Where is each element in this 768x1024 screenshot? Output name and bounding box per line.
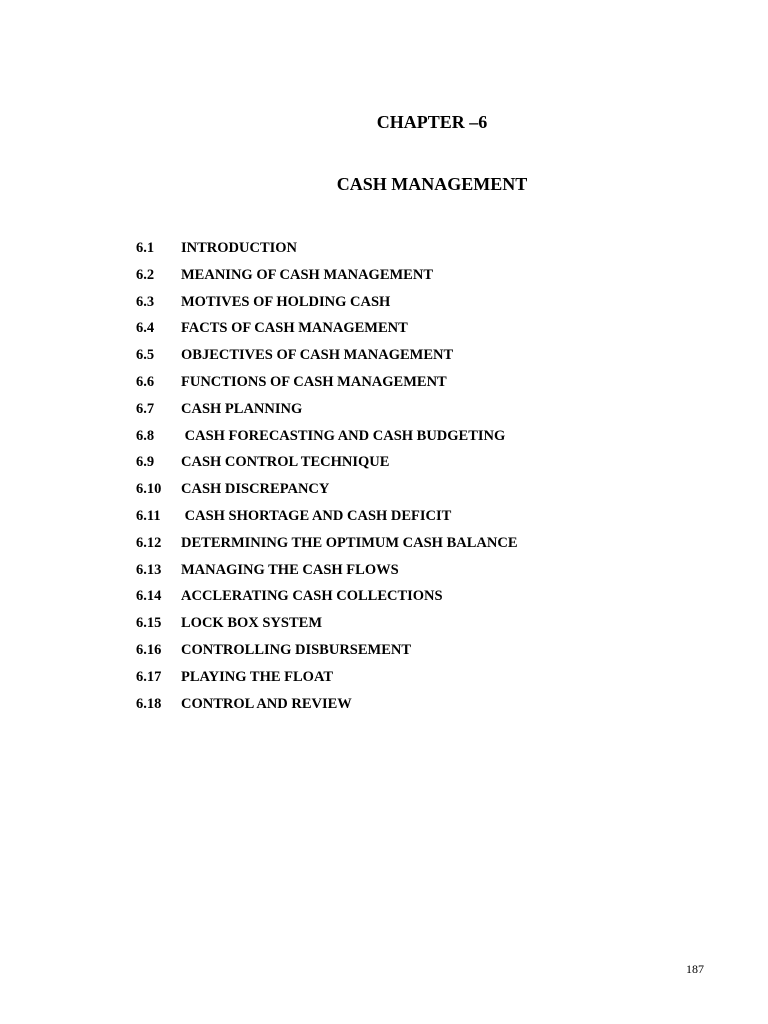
- toc-item: [136, 401, 518, 428]
- toc-item-title: INTRODUCTION: [181, 240, 298, 256]
- toc-item: [136, 696, 518, 723]
- toc-item-title: CONTROLLING DISBURSEMENT: [181, 641, 412, 658]
- toc-item-title: CASH CONTROL TECHNIQUE: [181, 454, 390, 471]
- chapter-label: CHAPTER –6: [376, 112, 488, 132]
- toc-item-title: MANAGING THE CASH FLOWS: [181, 561, 399, 578]
- toc-item-number: 6.13: [136, 561, 162, 578]
- toc-item-title: FUNCTIONS OF CASH MANAGEMENT: [181, 373, 447, 390]
- toc-item-number: 6.14: [136, 588, 162, 605]
- toc-item-title: FACTS OF CASH MANAGEMENT: [181, 320, 408, 337]
- toc-item: [136, 454, 518, 481]
- toc-item-number: 6.8: [136, 427, 155, 444]
- toc-item: [136, 347, 518, 374]
- toc-item-number: 6.6: [136, 373, 155, 390]
- toc-item: [136, 535, 518, 562]
- toc-item-title: MEANING OF CASH MANAGEMENT: [181, 266, 434, 283]
- chapter-title: CASH MANAGEMENT: [336, 174, 528, 194]
- toc-item: [136, 669, 518, 696]
- toc-item-number: 6.3: [136, 293, 155, 310]
- table-of-contents: [136, 240, 518, 722]
- toc-item-title: PLAYING THE FLOAT: [181, 668, 334, 685]
- toc-item-title: MOTIVES OF HOLDING CASH: [181, 293, 391, 310]
- toc-item-title: CASH DISCREPANCY: [181, 481, 330, 498]
- toc-item-number: 6.5: [136, 347, 155, 364]
- toc-item-title: CONTROL AND REVIEW: [181, 695, 352, 712]
- toc-item-number: 6.2: [136, 266, 155, 283]
- toc-item-title: ACCLERATING CASH COLLECTIONS: [181, 588, 443, 605]
- toc-item-number: 6.11: [136, 507, 161, 524]
- toc-item-title: CASH FORECASTING AND CASH BUDGETING: [181, 427, 506, 444]
- toc-item-number: 6.10: [136, 481, 162, 498]
- toc-item-number: 6.18: [136, 695, 162, 712]
- toc-item-title: OBJECTIVES OF CASH MANAGEMENT: [181, 347, 454, 364]
- toc-item: [136, 642, 518, 669]
- toc-item-title: DETERMINING THE OPTIMUM CASH BALANCE: [181, 534, 518, 551]
- toc-item: [136, 294, 518, 321]
- toc-item: [136, 615, 518, 642]
- toc-item-number: 6.15: [136, 615, 162, 632]
- toc-item-number: 6.16: [136, 641, 162, 658]
- toc-item: [136, 508, 518, 535]
- toc-item-title: CASH PLANNING: [181, 400, 303, 417]
- toc-item-number: 6.17: [136, 668, 162, 685]
- toc-item-number: 6.7: [136, 400, 155, 417]
- toc-item: [136, 562, 518, 589]
- toc-item: [136, 481, 518, 508]
- toc-item-title: LOCK BOX SYSTEM: [181, 615, 322, 632]
- toc-item: [136, 374, 518, 401]
- toc-item-number: 6.1: [136, 240, 155, 256]
- page-number: 187: [686, 962, 704, 976]
- toc-item: [136, 267, 518, 294]
- toc-item: [136, 588, 518, 615]
- toc-item-number: 6.4: [136, 320, 155, 337]
- toc-item-title: CASH SHORTAGE AND CASH DEFICIT: [181, 507, 452, 524]
- toc-item: [136, 428, 518, 455]
- toc-item: [136, 320, 518, 347]
- toc-item-number: 6.9: [136, 454, 155, 471]
- toc-item-number: 6.12: [136, 534, 162, 551]
- toc-item: [136, 240, 518, 267]
